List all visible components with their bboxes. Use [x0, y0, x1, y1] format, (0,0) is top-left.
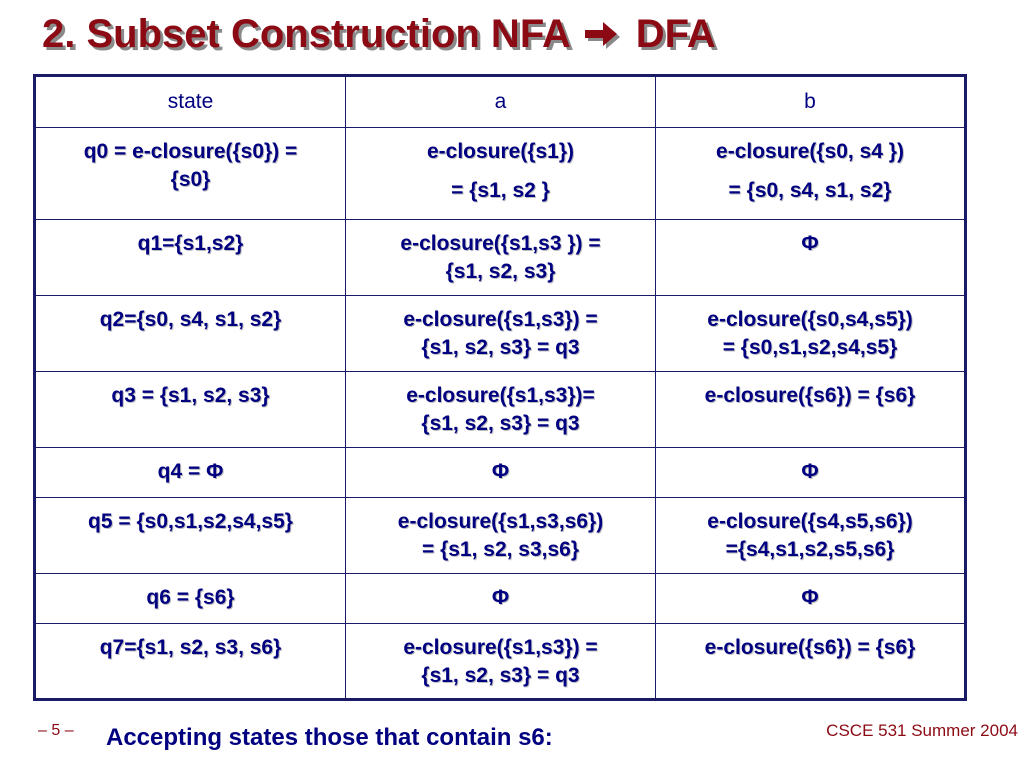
table-cell-state: [35, 128, 346, 220]
table-cell-state: [35, 624, 346, 700]
cell-line: q7={s1, s2, s3, s6}: [99, 636, 282, 659]
cell-line: {s1, s2, s3} = q3: [421, 336, 580, 359]
header-b: b: [656, 76, 966, 128]
table-row: [35, 574, 966, 624]
cell-line: {s1, s2, s3}: [445, 260, 556, 283]
table-row: [35, 624, 966, 700]
cell-line: Φ: [801, 232, 819, 255]
accepting-states-note: Accepting states those that contain s6:: [106, 724, 553, 751]
cell-line: = {s1, s2, s3,s6}: [421, 538, 580, 561]
subset-construction-table: [33, 74, 967, 701]
table-cell-state: [35, 220, 346, 296]
table-row: [35, 448, 966, 498]
table-cell-a: [346, 448, 656, 498]
table-cell-a: [346, 220, 656, 296]
table-row: [35, 128, 966, 220]
cell-line: e-closure({s1,s3}) =: [403, 308, 598, 331]
table-cell-b: [656, 296, 966, 372]
table-cell-a: [346, 372, 656, 448]
cell-line: q4 = Φ: [157, 460, 224, 483]
slide-title-prefix: 2. Subset Construction NFA: [42, 12, 570, 56]
table-cell-state: [35, 296, 346, 372]
cell-line: e-closure({s1,s3,s6}): [397, 510, 604, 533]
table-cell-a: [346, 128, 656, 220]
table-cell-b: [656, 574, 966, 624]
table-cell-state: [35, 574, 346, 624]
table-cell-b: [656, 220, 966, 296]
table-row: [35, 498, 966, 574]
table-cell-a: [346, 296, 656, 372]
table-header-row: [35, 76, 966, 128]
table-cell-a: [346, 498, 656, 574]
cell-line: e-closure({s1,s3 }) =: [400, 232, 601, 255]
cell-line: q3 = {s1, s2, s3}: [111, 384, 270, 407]
table-row: [35, 372, 966, 448]
cell-line: e-closure({s4,s5,s6}): [707, 510, 913, 533]
cell-line: e-closure({s0,s4,s5}): [707, 308, 913, 331]
slide-title: [42, 6, 716, 62]
cell-line: {s1, s2, s3} = q3: [421, 664, 580, 687]
cell-line: q6 = {s6}: [146, 586, 235, 609]
cell-line: e-closure({s1,s3})=: [406, 384, 595, 407]
table-cell-state: [35, 372, 346, 448]
cell-line: Φ: [491, 460, 510, 483]
table-cell-a: [346, 574, 656, 624]
cell-line: = {s1, s2 }: [451, 179, 550, 202]
table-cell-a: [346, 624, 656, 700]
cell-line: q0 = e-closure({s0}) =: [83, 140, 298, 163]
cell-line: q5 = {s0,s1,s2,s4,s5}: [88, 510, 293, 533]
cell-line: e-closure({s1}): [426, 140, 575, 163]
cell-line: {s1, s2, s3} = q3: [421, 412, 580, 435]
cell-line: q2={s0, s4, s1, s2}: [99, 308, 282, 331]
table-row: [35, 220, 966, 296]
page-number: – 5 –: [38, 722, 74, 739]
table-row: [35, 296, 966, 372]
cell-line: e-closure({s6}) = {s6}: [704, 384, 916, 407]
slide-title-suffix: DFA: [635, 12, 716, 56]
table-cell-b: [656, 498, 966, 574]
cell-line: {s0}: [170, 168, 211, 191]
cell-line: e-closure({s6}) = {s6}: [704, 636, 916, 659]
table-cell-state: [35, 498, 346, 574]
cell-line: e-closure({s0, s4 }): [716, 140, 904, 163]
table-cell-state: [35, 448, 346, 498]
cell-line: = {s0,s1,s2,s4,s5}: [722, 336, 898, 359]
table-body: [35, 128, 966, 700]
cell-line: Φ: [491, 586, 510, 609]
table-cell-b: [656, 448, 966, 498]
cell-line: Φ: [801, 460, 819, 483]
table-cell-b: [656, 624, 966, 700]
cell-line: = {s0, s4, s1, s2}: [728, 179, 892, 202]
header-a: a: [346, 76, 656, 128]
course-label: CSCE 531 Summer 2004: [826, 721, 1018, 740]
table-cell-b: [656, 372, 966, 448]
arrow-right-icon: [583, 19, 619, 49]
header-state: state: [35, 76, 346, 128]
cell-line: q1={s1,s2}: [137, 232, 244, 255]
cell-line: ={s4,s1,s2,s5,s6}: [725, 538, 895, 561]
cell-line: e-closure({s1,s3}) =: [403, 636, 598, 659]
table-cell-b: [656, 128, 966, 220]
cell-line: Φ: [801, 586, 819, 609]
